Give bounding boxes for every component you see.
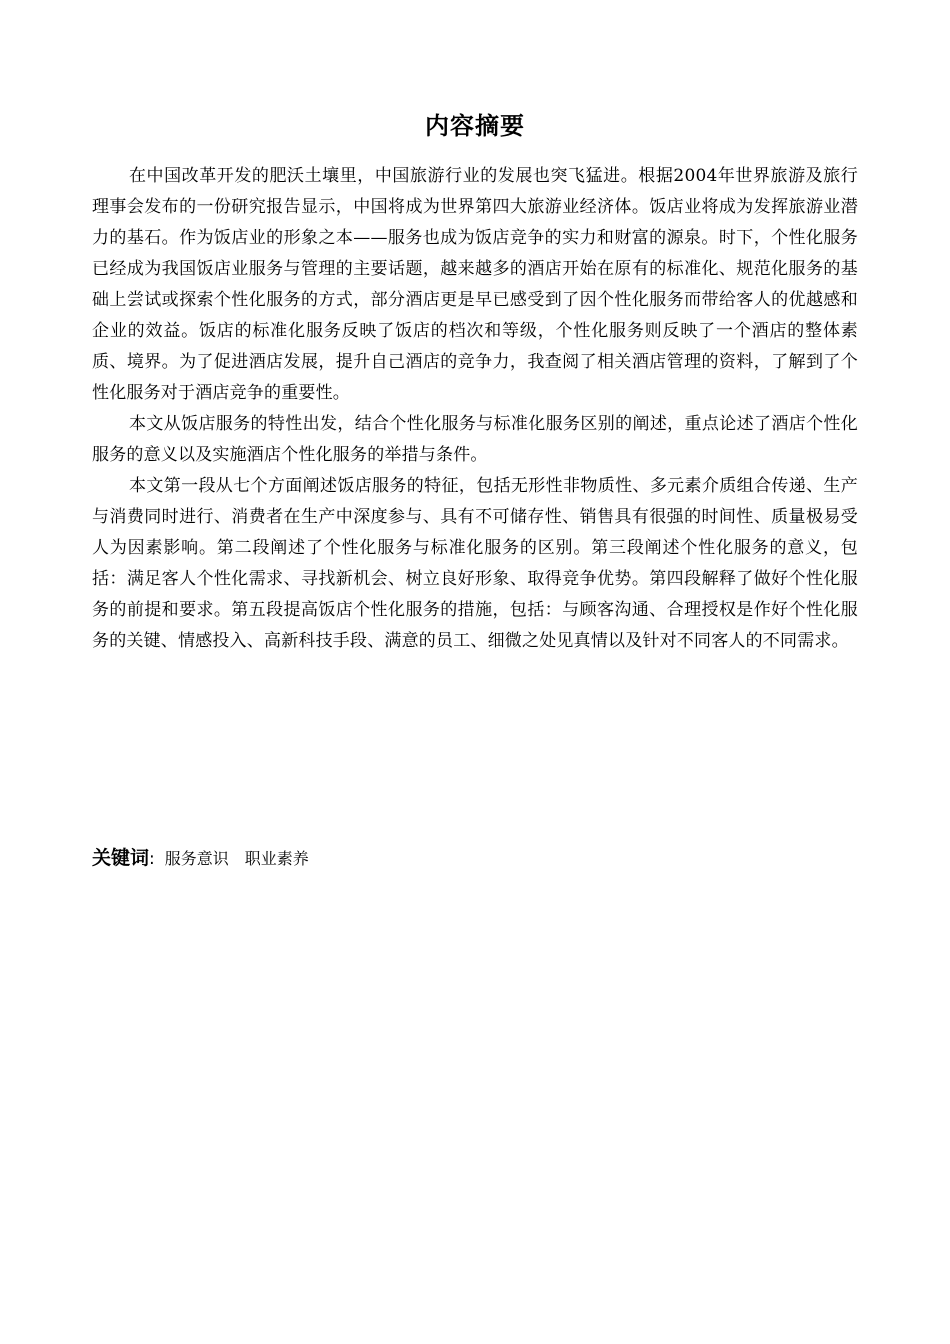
abstract-paragraph-2: 本文从饭店服务的特性出发，结合个性化服务与标准化服务区别的阐述，重点论述了酒店个性化服务的意义以及实施酒店个性化服务的举措与条件。 <box>92 414 858 465</box>
keyword-item: 服务意识 <box>164 849 229 868</box>
page-title: 内容摘要 <box>425 112 525 140</box>
keyword-item: 职业素养 <box>244 849 309 868</box>
keywords-label: 关键词 <box>92 847 150 869</box>
abstract-body <box>92 161 858 657</box>
keywords-line <box>92 843 858 874</box>
keywords-colon: : <box>149 849 155 869</box>
abstract-paragraph-3: 本文第一段从七个方面阐述饭店服务的特征，包括无形性非物质性、多元素介质组合传递、生产与消费同时进行、消费者在生产中深度参与、具有不可储存性、销售具有很强的时间性、质量极易受人为因素影响。第二段阐述了个性化服务与标准化服务的区别。第三段阐述个性化服务的意义，包括：满足客人个性化需求、寻找新机会、树立良好形象、取得竞争优势。第四段解释了做好个性化服务的前提和要求。第五段提高饭店个性化服务的措施，包括：与顾客沟通、合理授权是作好个性化服务的关键、情感投入、高新科技手段、满意的员工、细微之处见真情以及针对不同客人的不同需求。 <box>92 476 858 651</box>
abstract-paragraph-1: 在中国改革开发的肥沃土壤里，中国旅游行业的发展也突飞猛进。根据2004年世界旅游及旅行理事会发布的一份研究报告显示，中国将成为世界第四大旅游业经济体。饭店业将成为发挥旅游业潜力的基石。作为饭店业的形象之本——服务也成为饭店竞争的实力和财富的源泉。时下，个性化服务已经成为我国饭店业服务与管理的主要话题，越来越多的酒店开始在原有的标准化、规范化服务的基础上尝试或探索个性化服务的方式，部分酒店更是早已感受到了因个性化服务而带给客人的优越感和企业的效益。饭店的标准化服务反映了饭店的档次和等级，个性化服务则反映了一个酒店的整体素质、境界。为了促进酒店发展，提升自己酒店的竞争力，我查阅了相关酒店管理的资料，了解到了个性化服务对于酒店竞争的重要性。 <box>92 166 858 403</box>
